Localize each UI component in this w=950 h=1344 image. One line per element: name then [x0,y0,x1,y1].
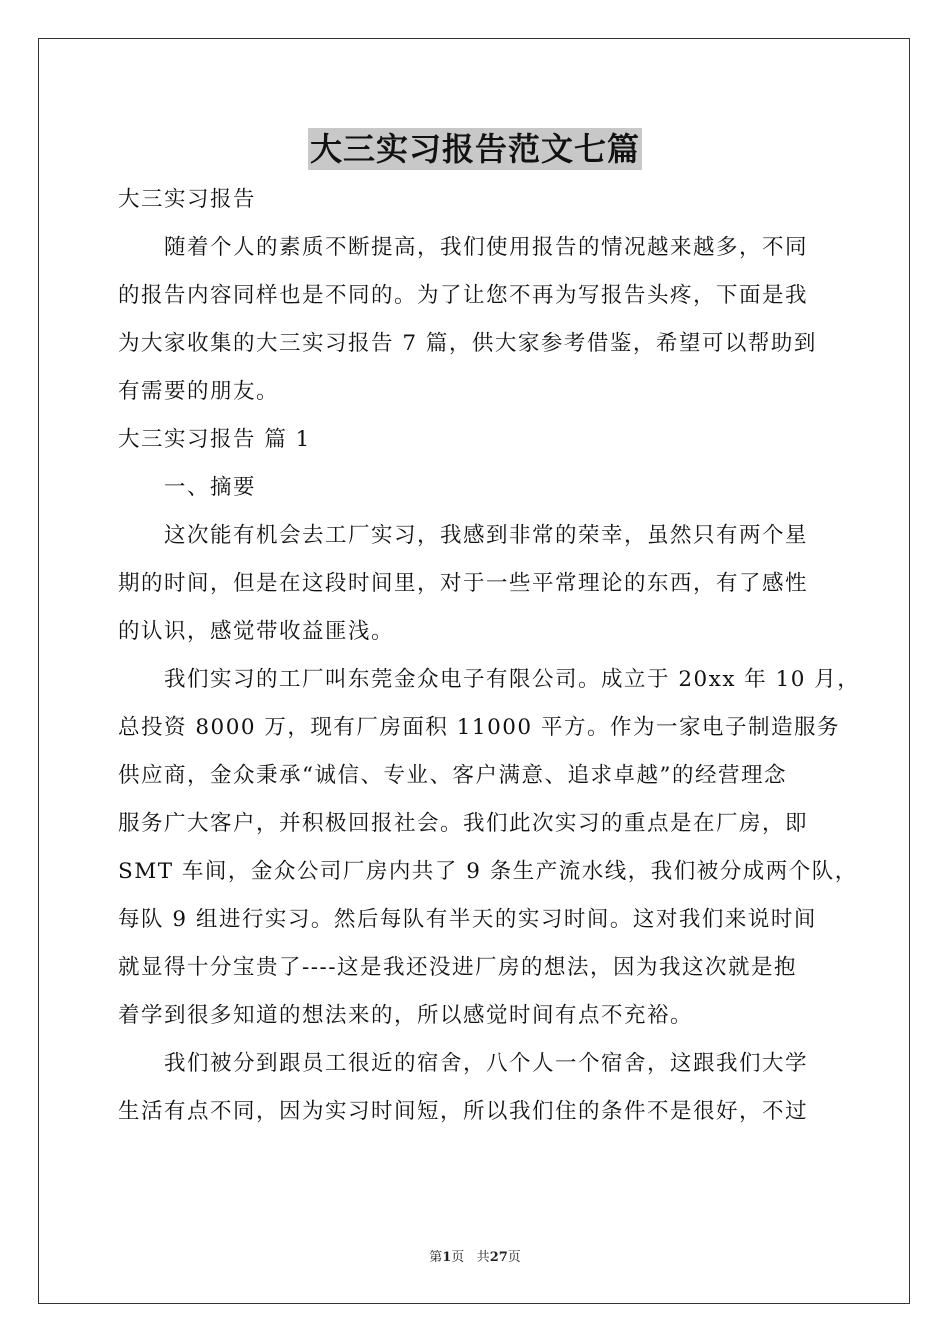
text-line: 就显得十分宝贵了----这是我还没进厂房的想法，因为我这次就是抱 [118,955,798,980]
text-line: 大三实习报告 篇 1 [118,427,311,452]
text-line: 期的时间，但是在这段时间里，对于一些平常理论的东西，有了感性 [118,571,809,596]
text-line: 为大家收集的大三实习报告 7 篇，供大家参考借鉴，希望可以帮助到 [118,331,817,356]
text-line: 每队 9 组进行实习。然后每队有半天的实习时间。这对我们来说时间 [118,907,817,932]
text-line: 随着个人的素质不断提高，我们使用报告的情况越来越多，不同 [164,235,809,260]
footer-total-suffix: 页 [507,1250,521,1265]
text-line: 这次能有机会去工厂实习，我感到非常的荣幸，虽然只有两个星 [164,523,809,548]
footer-page-suffix: 页 [451,1250,465,1265]
text-line: 我们实习的工厂叫东莞金众电子有限公司。成立于 20xx 年 10 月， [164,667,861,692]
footer-total-pages: 27 [489,1250,508,1265]
text-line: 有需要的朋友。 [118,379,280,404]
text-line: 供应商，金众秉承“诚信、专业、客户满意、追求卓越”的经营理念 [118,763,787,788]
text-line: 着学到很多知道的想法来的，所以感觉时间有点不充裕。 [118,1003,694,1028]
page-footer [0,1246,950,1265]
text-line: 的认识，感觉带收益匪浅。 [118,619,395,644]
text-line: 服务广大客户，并积极回报社会。我们此次实习的重点是在厂房，即 [118,811,809,836]
document-title: 大三实习报告范文七篇 [309,130,640,168]
text-line: 大三实习报告 [118,187,257,212]
document-body [118,176,861,1136]
footer-prefix: 第 [429,1250,443,1265]
document-title-wrapper [0,128,950,170]
text-line: 的报告内容同样也是不同的。为了让您不再为写报告头疼，下面是我 [118,283,809,308]
text-line: SMT 车间，金众公司厂房内共了 9 条生产流水线，我们被分成两个队， [118,859,858,884]
text-line: 一、摘要 [164,475,257,500]
footer-total-prefix: 共 [476,1250,490,1265]
footer-page-number: 1 [442,1250,452,1265]
text-line: 生活有点不同，因为实习时间短，所以我们住的条件不是很好，不过 [118,1099,809,1124]
text-line: 总投资 8000 万，现有厂房面积 11000 平方。作为一家电子制造服务 [118,715,840,740]
text-line: 我们被分到跟员工很近的宿舍，八个人一个宿舍，这跟我们大学 [164,1051,809,1076]
